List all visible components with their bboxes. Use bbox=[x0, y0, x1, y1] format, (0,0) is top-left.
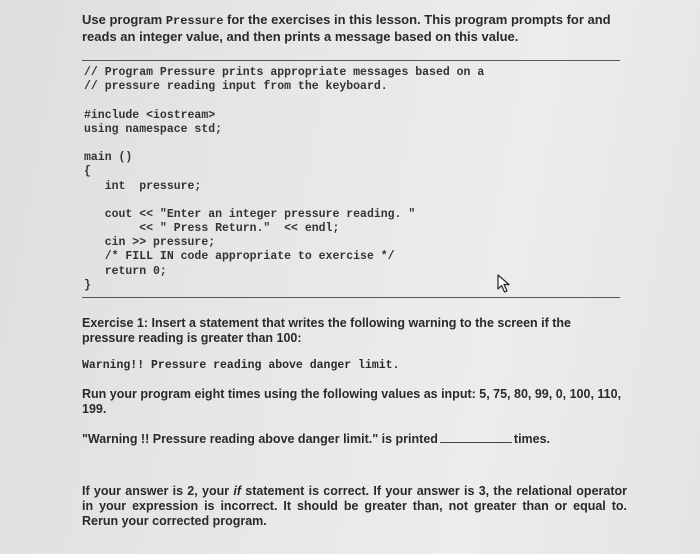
run-instructions: Run your program eight times using the following values as input: 5, 75, 80, 99, 0, 100, 110, 199. bbox=[82, 387, 622, 416]
final-post: statement is correct. If your answer is 3, the relational operator in your expression is incorrect. It should be greater than, not greater than or equal to. Rerun your corrected program. bbox=[82, 484, 627, 528]
bottom-divider bbox=[82, 297, 620, 298]
code-line: cin >> pressure; bbox=[84, 236, 216, 250]
code-line: // Program Pressure prints appropriate messages based on a bbox=[84, 66, 485, 79]
answer-explanation bbox=[82, 484, 627, 529]
code-line: using namespace std; bbox=[84, 122, 223, 136]
code-line: int pressure; bbox=[84, 179, 202, 193]
exercise-1-prompt: Exercise 1: Insert a statement that writes the following warning to the screen if the pressure reading is greater than 100: bbox=[82, 316, 572, 345]
code-line: main () bbox=[84, 151, 133, 165]
mouse-pointer-icon bbox=[496, 274, 514, 294]
warning-output-example: Warning!! Pressure reading above danger limit. bbox=[82, 359, 400, 372]
intro-post: for the exercises in this lesson. This program prompts for and reads an integer value, and then prints a message based on this value. bbox=[82, 12, 611, 44]
answer-blank[interactable] bbox=[440, 432, 512, 443]
code-line: // pressure reading input from the keyboard. bbox=[84, 80, 388, 94]
code-line: { bbox=[84, 165, 91, 179]
code-line: cout << "Enter an integer pressure reading. " bbox=[84, 207, 416, 221]
final-pre: If your answer is 2, your bbox=[82, 484, 234, 498]
intro-pre: Use program bbox=[82, 12, 166, 27]
code-line: /* FILL IN code appropriate to exercise */ bbox=[84, 250, 395, 264]
intro-paragraph bbox=[82, 12, 642, 45]
code-line: << " Press Return." << endl; bbox=[84, 222, 340, 236]
code-listing bbox=[84, 66, 624, 293]
code-line bbox=[84, 94, 624, 108]
code-line: return 0; bbox=[84, 264, 167, 278]
code-line bbox=[84, 194, 624, 208]
code-line bbox=[84, 137, 624, 151]
printed-pre: "Warning !! Pressure reading above danger limit." is printed bbox=[82, 432, 438, 446]
printed-count-question bbox=[82, 432, 627, 447]
code-line: #include <iostream> bbox=[84, 108, 216, 122]
printed-post: times. bbox=[513, 432, 551, 446]
top-divider bbox=[82, 60, 620, 61]
code-line: } bbox=[84, 278, 91, 292]
final-if: if bbox=[233, 484, 242, 498]
program-name: Pressure bbox=[165, 14, 224, 28]
